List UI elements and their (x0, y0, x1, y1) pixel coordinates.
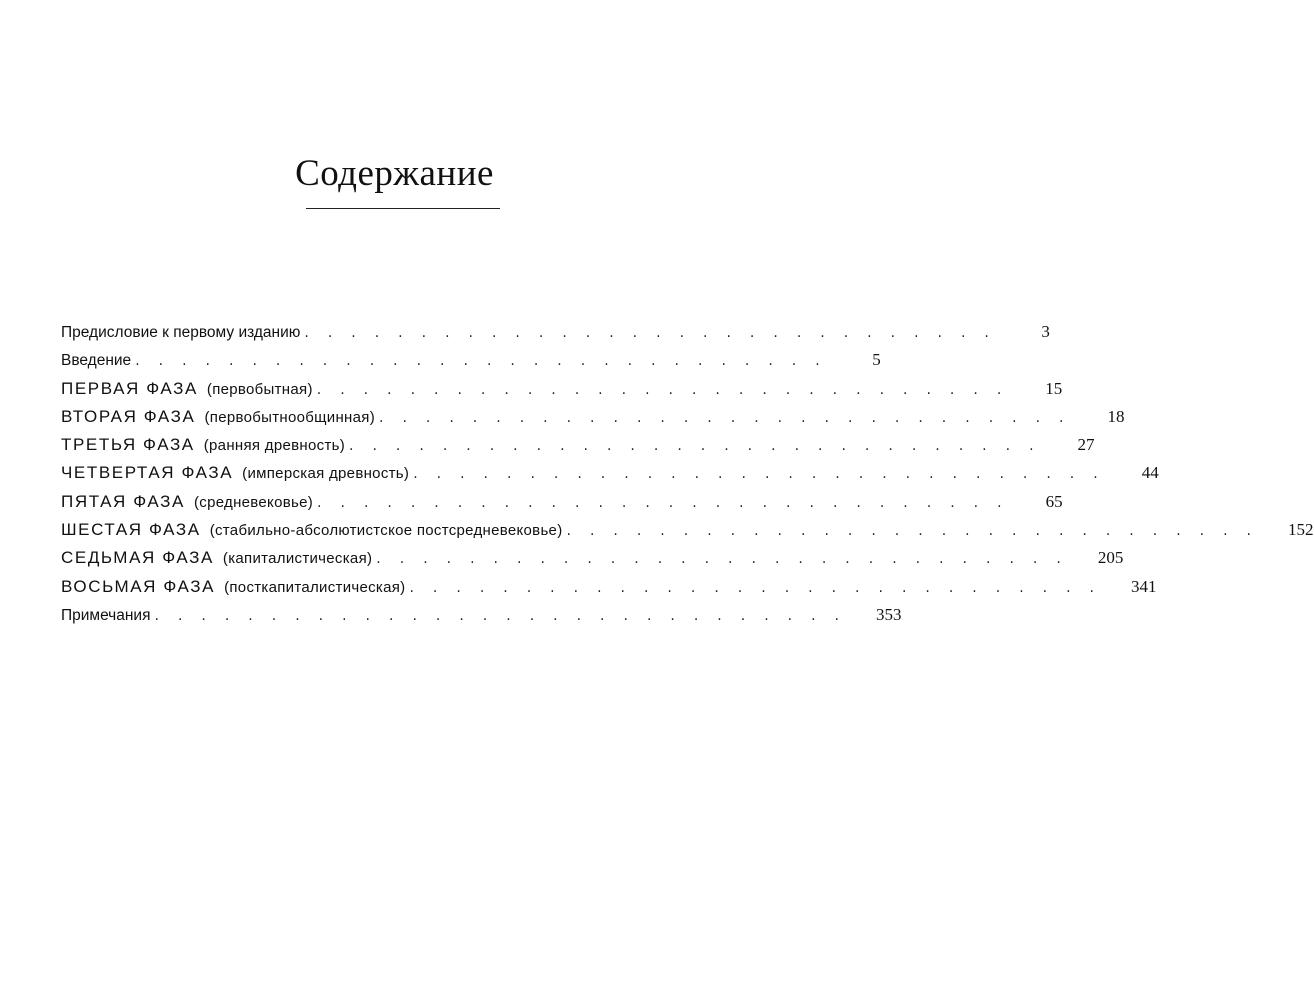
dot-leader: .............................. (376, 551, 1080, 568)
toc-entry-title: ВОСЬМАЯ ФАЗА (61, 576, 216, 596)
toc-row[interactable] (61, 576, 1157, 605)
dot-leader: .............................. (566, 523, 1271, 540)
dot-leader: .............................. (349, 438, 1053, 455)
toc-page-number: 3 (1041, 322, 1050, 341)
dot-leader: .............................. (304, 325, 1008, 341)
page-title: Содержание (295, 153, 494, 194)
toc-page-number: 205 (1097, 548, 1124, 568)
dot-leader: .............................. (316, 381, 1021, 398)
toc-entry-title: ШЕСТАЯ ФАЗА (61, 520, 201, 540)
toc-row[interactable] (61, 406, 1125, 435)
toc-entry (61, 463, 413, 483)
toc-page-number: 5 (872, 350, 881, 370)
toc-entry-title: ПЯТАЯ ФАЗА (61, 491, 185, 511)
toc-entry (61, 352, 135, 370)
toc-row[interactable] (61, 604, 902, 633)
toc-page-number: 27 (1077, 435, 1095, 455)
toc-entry-title: ТРЕТЬЯ ФАЗА (61, 435, 195, 455)
dot-leader: .............................. (135, 353, 839, 370)
toc-row[interactable] (61, 548, 1124, 576)
toc-entry (61, 548, 376, 568)
toc-entry-title: ПЕРВАЯ ФАЗА (61, 378, 198, 398)
toc-page-number: 44 (1141, 463, 1159, 483)
toc-page-number: 15 (1045, 378, 1063, 398)
toc-entry-subtitle: (первобытнообщинная) (204, 408, 375, 426)
toc-entry (61, 435, 349, 455)
toc-entry-title: Введение (61, 352, 132, 370)
toc-row[interactable] (61, 322, 1050, 350)
toc-entry-subtitle: (ранняя древность) (203, 437, 346, 455)
toc-entry-subtitle: (имперская древность) (242, 465, 410, 483)
dot-leader: .............................. (409, 579, 1113, 596)
toc-entry (61, 577, 409, 597)
toc-entry (61, 407, 379, 427)
dot-leader: .............................. (413, 466, 1117, 483)
title-underline (306, 208, 500, 209)
toc-row[interactable] (61, 378, 1063, 407)
toc-page-number: 341 (1131, 576, 1157, 596)
toc-entry-title: Примечания (61, 606, 151, 624)
toc-entry-subtitle: (средневековье) (193, 493, 314, 511)
toc-row[interactable] (61, 520, 1314, 548)
dot-leader: .............................. (154, 607, 859, 624)
toc-entry-title: СЕДЬМАЯ ФАЗА (61, 548, 214, 568)
toc-row[interactable] (61, 435, 1095, 463)
toc-page-number: 18 (1107, 406, 1125, 426)
toc-page-number: 152 (1288, 520, 1314, 540)
toc-entry (61, 324, 304, 342)
toc-entry-subtitle: (первобытная) (206, 380, 313, 398)
toc-row[interactable] (61, 491, 1063, 520)
toc-entry (61, 520, 567, 540)
dot-leader: .............................. (317, 494, 1021, 511)
table-of-contents (61, 322, 1314, 633)
toc-entry-subtitle: (капиталистическая) (222, 550, 373, 568)
toc-entry (61, 607, 155, 625)
dot-leader: .............................. (379, 409, 1083, 426)
toc-row[interactable] (61, 463, 1159, 491)
toc-entry-subtitle: (стабильно-абсолютистское постсредневековье) (209, 522, 563, 540)
toc-entry-subtitle: (посткапиталистическая) (224, 578, 406, 596)
toc-page-number: 353 (876, 604, 902, 624)
toc-entry (61, 379, 317, 399)
toc-entry (61, 492, 317, 512)
toc-entry-title: ВТОРАЯ ФАЗА (61, 406, 196, 426)
toc-row[interactable] (61, 350, 881, 378)
toc-entry-title: Предисловие к первому изданию (61, 324, 301, 341)
toc-page-number: 65 (1045, 491, 1063, 511)
toc-entry-title: ЧЕТВЕРТАЯ ФАЗА (61, 463, 234, 483)
